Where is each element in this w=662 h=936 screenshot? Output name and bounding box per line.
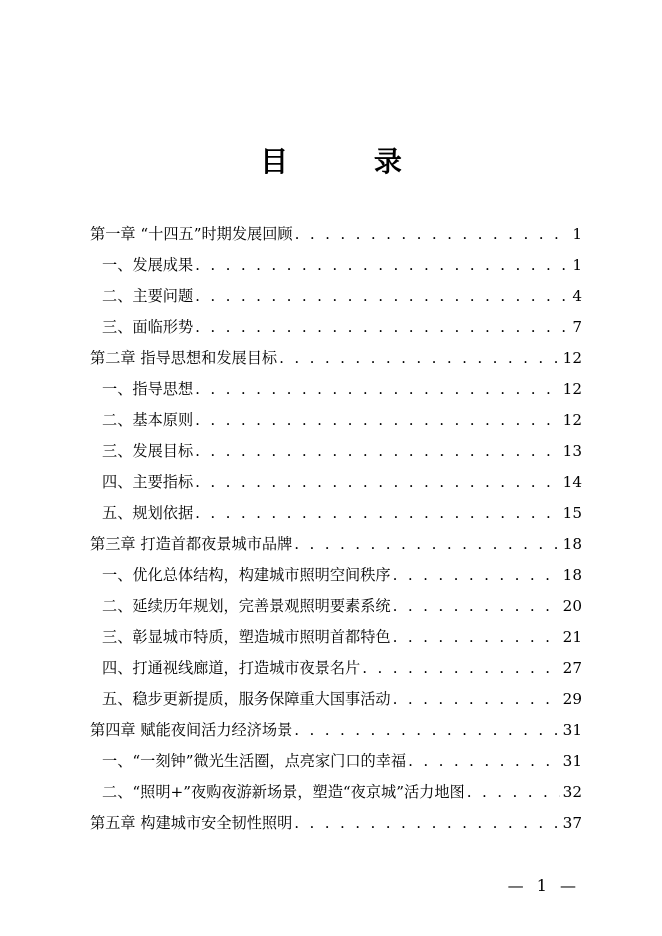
toc-chapter-entry[interactable] — [90, 523, 582, 554]
toc-section-entry[interactable] — [90, 399, 582, 430]
dot-leader — [279, 348, 560, 368]
toc-section-entry[interactable] — [90, 306, 582, 337]
toc-entry-label: 五、稳步更新提质，服务保障重大国事活动 — [102, 690, 391, 708]
dot-leader — [294, 813, 559, 833]
toc-entry-page-number: 27 — [562, 659, 582, 677]
dot-leader — [195, 286, 569, 306]
toc-entry-page-number: 1 — [572, 225, 582, 243]
toc-entry-label: 第二章 指导思想和发展目标 — [90, 349, 278, 367]
dot-leader — [295, 224, 569, 244]
toc-entry-page-number: 14 — [562, 473, 582, 491]
toc-section-entry[interactable] — [90, 585, 582, 616]
toc-entry-page-number: 37 — [562, 814, 582, 832]
page-number: — 1 — — [507, 876, 580, 895]
toc-entry-page-number: 12 — [562, 411, 582, 429]
toc-entry-label: 四、打通视线廊道，打造城市夜景名片 — [102, 659, 361, 677]
toc-section-entry[interactable] — [90, 616, 582, 647]
toc-entry-page-number: 12 — [562, 380, 582, 398]
toc-entry-page-number: 21 — [562, 628, 582, 646]
dot-leader — [195, 255, 569, 275]
dot-leader — [294, 534, 559, 554]
dot-leader — [393, 627, 560, 647]
toc-entry-label: 四、主要指标 — [102, 473, 194, 491]
toc-section-entry[interactable] — [90, 492, 582, 523]
toc-entry-page-number: 29 — [562, 690, 582, 708]
toc-entry-label: 二、“照明+”夜购夜游新场景，塑造“夜京城”活力地图 — [102, 783, 465, 801]
toc-entry-label: 五、规划依据 — [102, 504, 194, 522]
dot-leader — [294, 720, 559, 740]
toc-entry-label: 一、“一刻钟”微光生活圈，点亮家门口的幸福 — [102, 752, 407, 770]
dot-leader — [195, 441, 560, 461]
page-title: 目 录 — [260, 145, 440, 178]
dot-leader — [408, 751, 560, 771]
toc-entry-label: 三、发展目标 — [102, 442, 194, 460]
toc-section-entry[interactable] — [90, 740, 582, 771]
toc-section-entry[interactable] — [90, 771, 582, 802]
dot-leader — [195, 503, 560, 523]
toc-entry-page-number: 4 — [572, 287, 582, 305]
toc-entry-label: 第五章 构建城市安全韧性照明 — [90, 814, 293, 832]
toc-entry-label: 第四章 赋能夜间活力经济场景 — [90, 721, 293, 739]
toc-entry-label: 第一章 “十四五”时期发展回顾 — [90, 225, 293, 243]
toc-chapter-entry[interactable] — [90, 709, 582, 740]
toc-entry-label: 三、面临形势 — [102, 318, 194, 336]
dot-leader — [362, 658, 559, 678]
toc-entry-page-number: 20 — [562, 597, 582, 615]
toc-entry-label: 一、优化总体结构，构建城市照明空间秩序 — [102, 566, 391, 584]
toc-entry-page-number: 7 — [572, 318, 582, 336]
dot-leader — [393, 565, 560, 585]
toc-entry-page-number: 12 — [562, 349, 582, 367]
toc-entry-page-number: 1 — [572, 256, 582, 274]
dot-leader — [393, 596, 560, 616]
toc-entry-label: 三、彰显城市特质，塑造城市照明首都特色 — [102, 628, 391, 646]
toc-section-entry[interactable] — [90, 554, 582, 585]
dot-leader — [195, 317, 569, 337]
toc-section-entry[interactable] — [90, 275, 582, 306]
dot-leader — [195, 410, 560, 430]
toc-section-entry[interactable] — [90, 244, 582, 275]
table-of-contents — [90, 213, 582, 833]
toc-chapter-entry[interactable] — [90, 213, 582, 244]
toc-entry-page-number: 31 — [562, 752, 582, 770]
toc-entry-label: 一、发展成果 — [102, 256, 194, 274]
toc-entry-page-number: 18 — [562, 535, 582, 553]
toc-entry-label: 第三章 打造首都夜景城市品牌 — [90, 535, 293, 553]
dot-leader — [467, 782, 560, 802]
toc-section-entry[interactable] — [90, 430, 582, 461]
toc-section-entry[interactable] — [90, 368, 582, 399]
toc-section-entry[interactable] — [90, 678, 582, 709]
toc-section-entry[interactable] — [90, 461, 582, 492]
toc-chapter-entry[interactable] — [90, 802, 582, 833]
toc-entry-page-number: 31 — [562, 721, 582, 739]
toc-entry-page-number: 13 — [562, 442, 582, 460]
toc-entry-page-number: 32 — [562, 783, 582, 801]
toc-entry-label: 一、指导思想 — [102, 380, 194, 398]
toc-entry-label: 二、基本原则 — [102, 411, 194, 429]
dot-leader — [195, 472, 560, 492]
toc-chapter-entry[interactable] — [90, 337, 582, 368]
toc-entry-label: 二、延续历年规划，完善景观照明要素系统 — [102, 597, 391, 615]
toc-entry-page-number: 15 — [562, 504, 582, 522]
dot-leader — [393, 689, 560, 709]
toc-section-entry[interactable] — [90, 647, 582, 678]
toc-entry-page-number: 18 — [562, 566, 582, 584]
toc-entry-label: 二、主要问题 — [102, 287, 194, 305]
dot-leader — [195, 379, 560, 399]
